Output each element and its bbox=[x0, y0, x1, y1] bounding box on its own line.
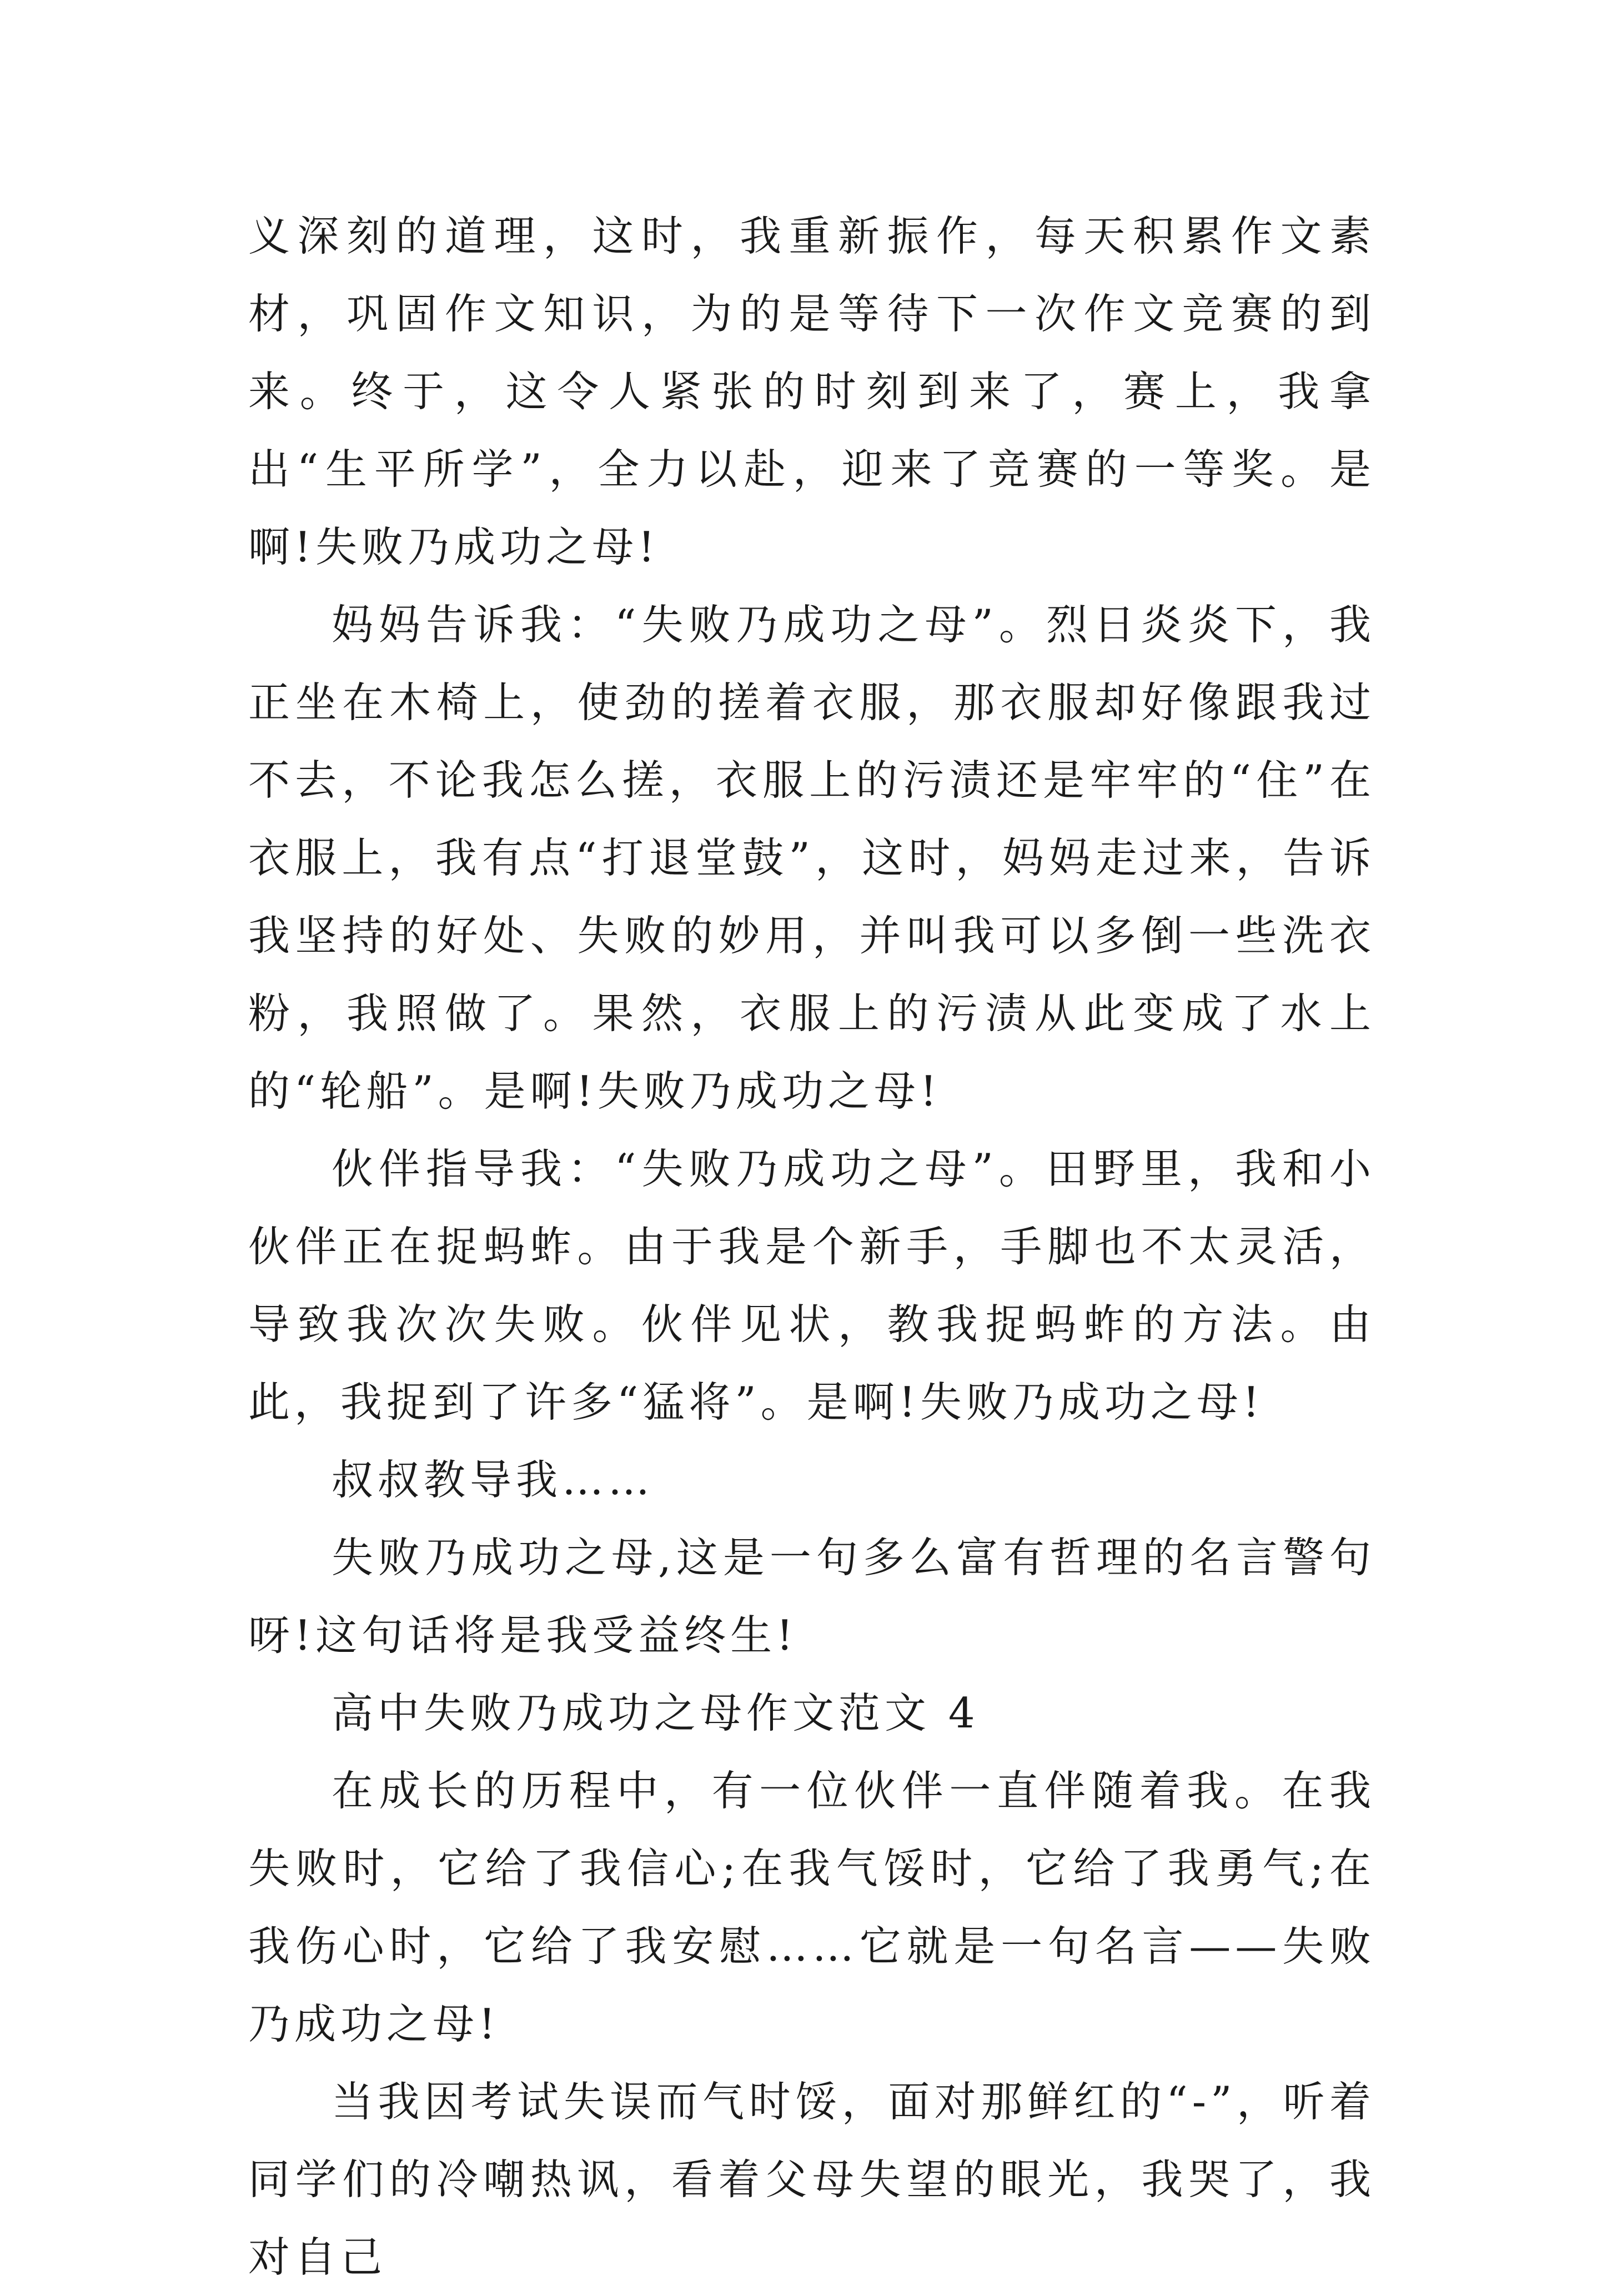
paragraph-7: 当我因考试失误而气时馁，面对那鲜红的“-”，听着同学们的冷嘲热讽，看着父母失望的眼光，我哭了，我对自己 bbox=[248, 2077, 1375, 2282]
section-heading: 高中失败乃成功之母作文范文 4 bbox=[332, 1689, 980, 1737]
body-text bbox=[248, 197, 1375, 2296]
paragraph-5: 失败乃成功之母,这是一句多么富有哲理的名言警句呀!这句话将是我受益终生! bbox=[248, 1533, 1375, 1660]
paragraph-6: 在成长的历程中，有一位伙伴一直伴随着我。在我失败时，它给了我信心;在我气馁时，它给了我勇气;在我伤心时，它给了我安慰……它就是一句名言——失败乃成功之母! bbox=[248, 1766, 1375, 2048]
paragraph-1: 义深刻的道理，这时，我重新振作，每天积累作文素材，巩固作文知识，为的是等待下一次作文竞赛的到来。终于，这令人紧张的时刻到来了，赛上，我拿出“生平所学”，全力以赴，迎来了竞赛的一等奖。是啊!失败乃成功之母! bbox=[248, 212, 1375, 571]
paragraph-4: 叔叔教导我…… bbox=[332, 1455, 655, 1504]
paragraph-3: 伙伴指导我：“失败乃成功之母”。田野里，我和小伙伴正在捉蚂蚱。由于我是个新手，手脚也不太灵活，导致我次次失败。伙伴见状，教我捉蚂蚱的方法。由此，我捉到了许多“猛将”。是啊!失败乃成功之母! bbox=[248, 1144, 1375, 1426]
paragraph-2: 妈妈告诉我：“失败乃成功之母”。烈日炎炎下，我正坐在木椅上，使劲的搓着衣服，那衣服却好像跟我过不去，不论我怎么搓，衣服上的污渍还是牢牢的“住”在衣服上，我有点“打退堂鼓”，这时，妈妈走过来，告诉我坚持的好处、失败的妙用，并叫我可以多倒一些洗衣粉，我照做了。果然，衣服上的污渍从此变成了水上的“轮船”。是啊!失败乃成功之母! bbox=[248, 600, 1375, 1116]
